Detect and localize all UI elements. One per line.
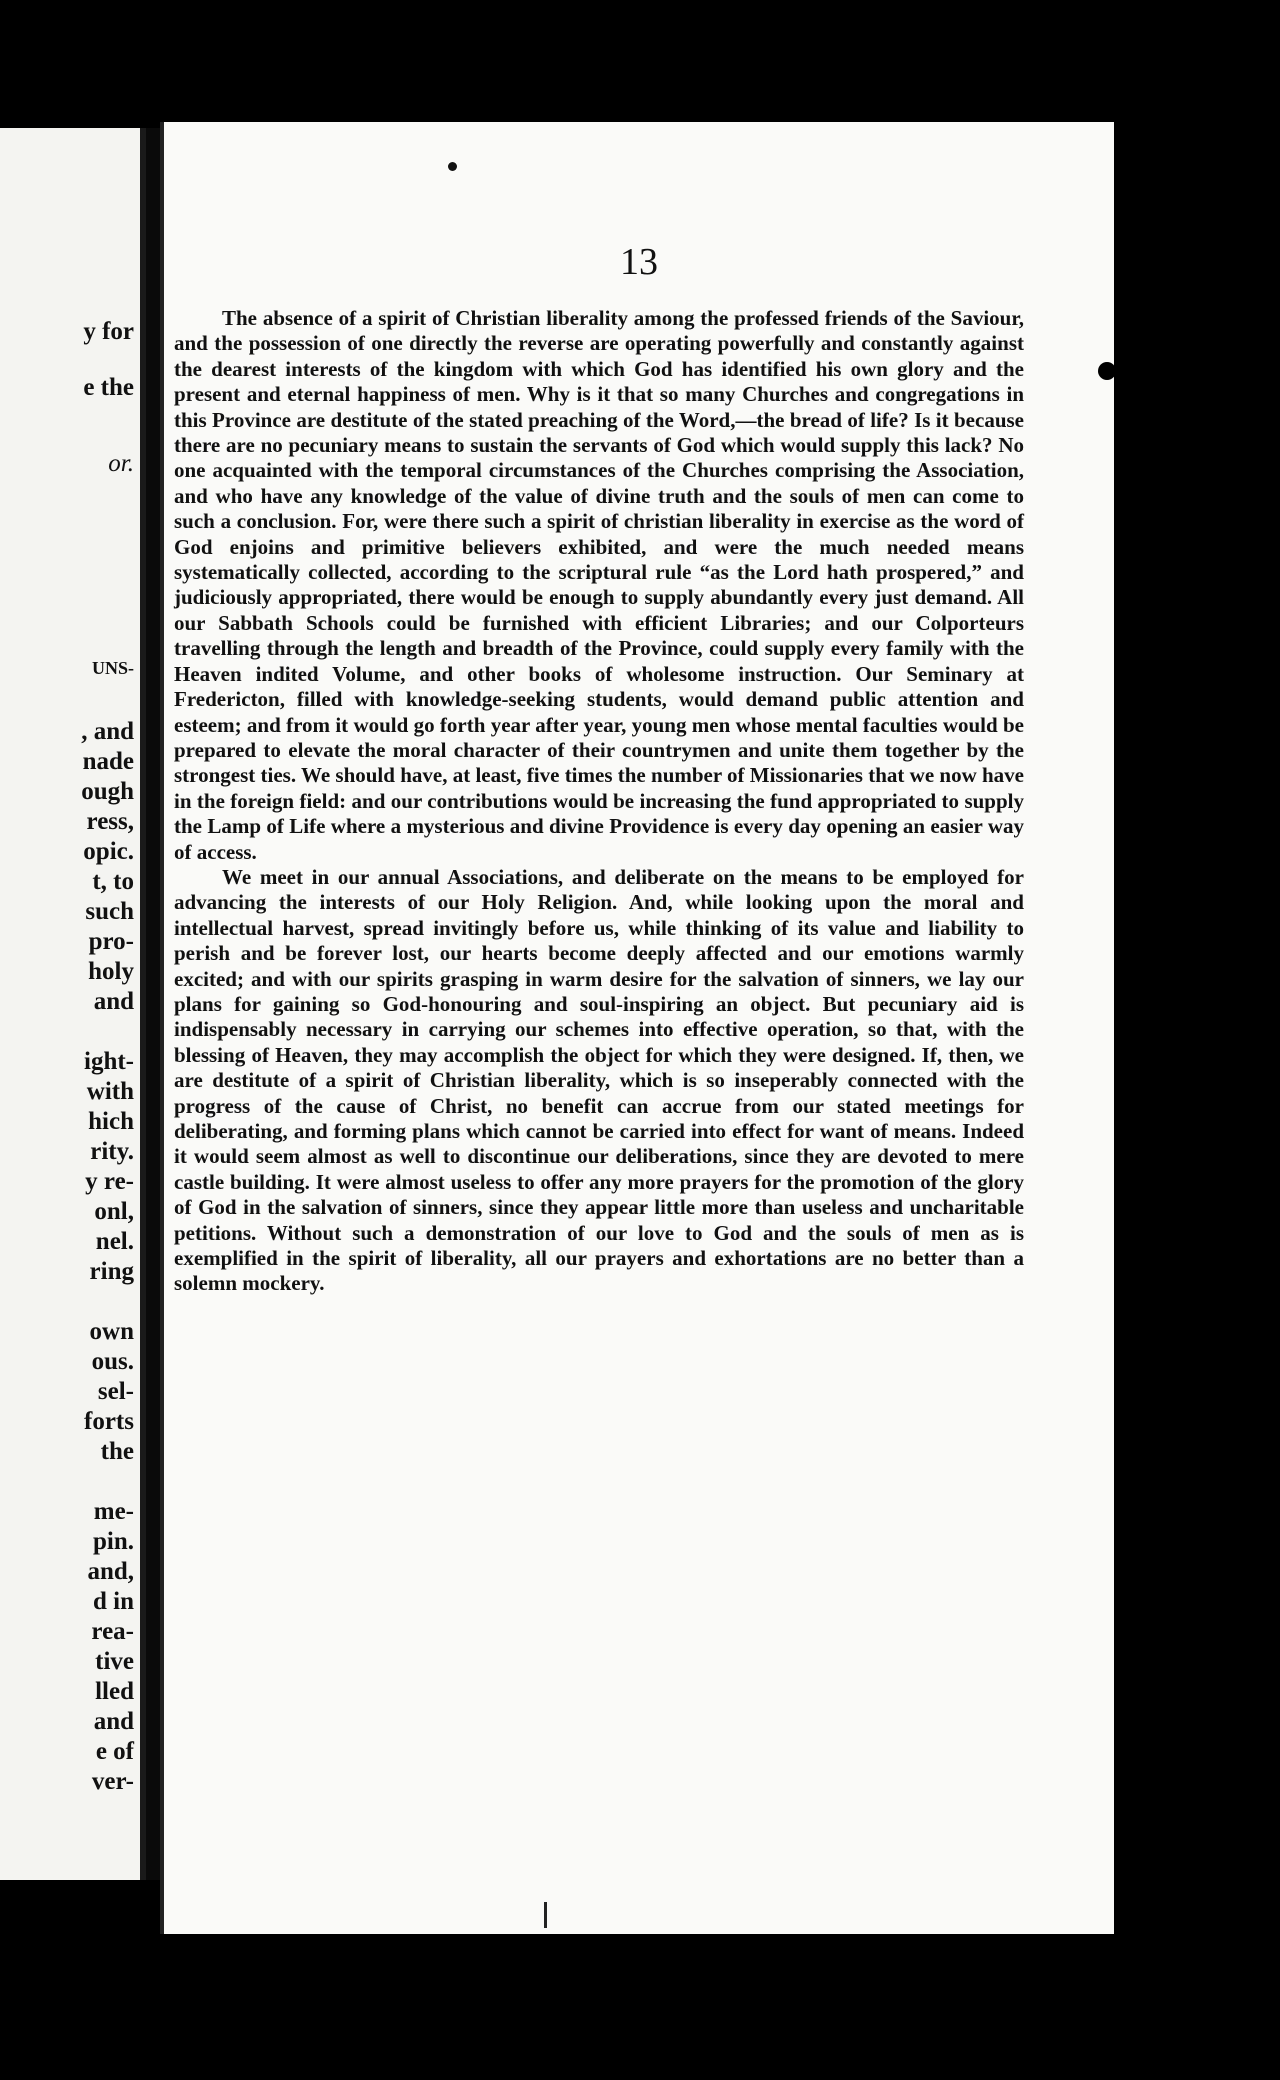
left-line-fragment: ring (89, 1258, 134, 1285)
right-page (160, 122, 1114, 1934)
left-line-fragment: such (85, 898, 134, 925)
left-line-fragment: ver- (91, 1768, 134, 1795)
left-line-fragment: hich (88, 1108, 134, 1135)
page-number: 13 (620, 241, 658, 283)
left-facing-page (0, 128, 146, 1880)
left-line-fragment: UNS- (91, 658, 134, 678)
left-line-fragment: the (100, 1438, 134, 1465)
left-line-fragment: sel- (97, 1378, 134, 1405)
left-line-fragment: e of (95, 1738, 134, 1765)
left-line-fragment: e the (83, 374, 134, 401)
left-line-fragment: y for (83, 318, 134, 345)
ink-blot (1098, 362, 1116, 380)
left-line-fragment: ough (81, 778, 134, 805)
left-line-fragment: y re- (85, 1168, 134, 1195)
left-line-fragment: me- (93, 1498, 134, 1525)
ink-dot (448, 162, 457, 171)
left-line-fragment: ous. (91, 1348, 134, 1375)
left-line-fragment: ress, (86, 808, 134, 835)
left-line-fragment: t, to (92, 868, 134, 895)
left-line-fragment: pro- (88, 928, 134, 955)
left-line-fragment: d in (92, 1588, 134, 1615)
left-line-fragment: nade (82, 748, 134, 775)
left-line-fragment: pin. (92, 1528, 134, 1555)
left-line-fragment: rea- (91, 1618, 134, 1645)
left-line-fragment: holy (88, 958, 134, 985)
left-line-fragment: own (89, 1318, 134, 1345)
left-line-fragment: with (86, 1078, 134, 1105)
left-line-fragment: ight- (84, 1048, 134, 1075)
left-line-fragment: and (93, 988, 134, 1015)
left-line-fragment: forts (84, 1408, 134, 1435)
left-line-fragment: nel. (95, 1228, 134, 1255)
paragraph: We meet in our annual Associations, and deliberate on the means to be employed for advancing the interests of our Holy Religion. And, while looking upon the moral and intellectual harvest, spread invitingly before us, while thinking of its value and liability to perish and be forever lost, our hearts become deeply affected and our emotions warmly excited; and with our spirits grasping in warm desire for the salvation of sinners, we lay our plans for gaining so God-honouring and soul-inspiring an object. But pecuniary aid is indispensably necessary in carrying our schemes into effective operation, so that, with the blessing of Heaven, they may accomplish the object for which they were designed. If, then, we are destitute of a spirit of Christian liberality, which is so inseperably connected with the progress of the cause of Christ, no benefit can accrue from our stated meetings for deliberating, and forming plans which cannot be carried into effect for want of means. Indeed it would seem almost as well to discontinue our deliberations, since they are devoted to mere castle building. It were almost useless to offer any more prayers for the promotion of the glory of God in the salvation of sinners, since they appear little more than useless and uncharitable petitions. Without such a demonstration of our love to God and the souls of men as is exemplified in the spirit of liberality, all our prayers and exhortations are no better than a solemn mockery. (174, 864, 1024, 1296)
page-gutter (146, 128, 160, 1880)
paragraph: The absence of a spirit of Christian liberality among the professed friends of the Saviour, and the possession of one directly the reverse are operating powerfully and constantly against the dearest interests of the kingdom with which God has identified his own glory and the present and eternal happiness of men. Why is it that so many Churches and congregations in this Province are destitute of the stated preaching of the Word,—the bread of life? Is it because there are no pecuniary means to sustain the servants of God which would supply this lack? No one acquainted with the temporal circumstances of the Churches comprising the Association, and who have any knowledge of the value of divine truth and the souls of men can come to such a conclusion. For, were there such a spirit of christian liberality in exercise as the word of God enjoins and primitive believers exhibited, and were the much needed means systematically collected, according to the scriptural rule “as the Lord hath prospered,” and judiciously appropriated, there would be enough to supply abundantly every just demand. All our Sabbath Schools could be furnished with efficient Libraries; and our Colporteurs travelling through the length and breadth of the Province, could supply every family with the Heaven indited Volume, and other books of wholesome instruction. Our Seminary at Fredericton, filled with knowledge-seeking students, would demand public attention and esteem; and from it would go forth year after year, young men whose mental faculties would be prepared to elevate the moral character of their countrymen and unite them together by the strongest ties. We should have, at least, five times the number of Missionaries that we now have in the foreign field: and our contributions would be increasing the fund appropriated to supply the Lamp of Life where a mysterious and divine Providence is every day opening an easier way of access. (174, 306, 1024, 864)
left-line-fragment: tive (95, 1648, 134, 1675)
body-text (174, 306, 1024, 1297)
left-line-fragment: opic. (83, 838, 134, 865)
left-line-fragment: , and (81, 718, 134, 745)
left-line-fragment: onl, (94, 1198, 134, 1225)
binding-mark (544, 1902, 547, 1928)
left-line-fragment: and (93, 1708, 134, 1735)
left-line-fragment: or. (108, 450, 134, 477)
left-line-fragment: and, (87, 1558, 134, 1585)
left-line-fragment: lled (95, 1678, 134, 1705)
left-line-fragment: rity. (90, 1138, 134, 1165)
